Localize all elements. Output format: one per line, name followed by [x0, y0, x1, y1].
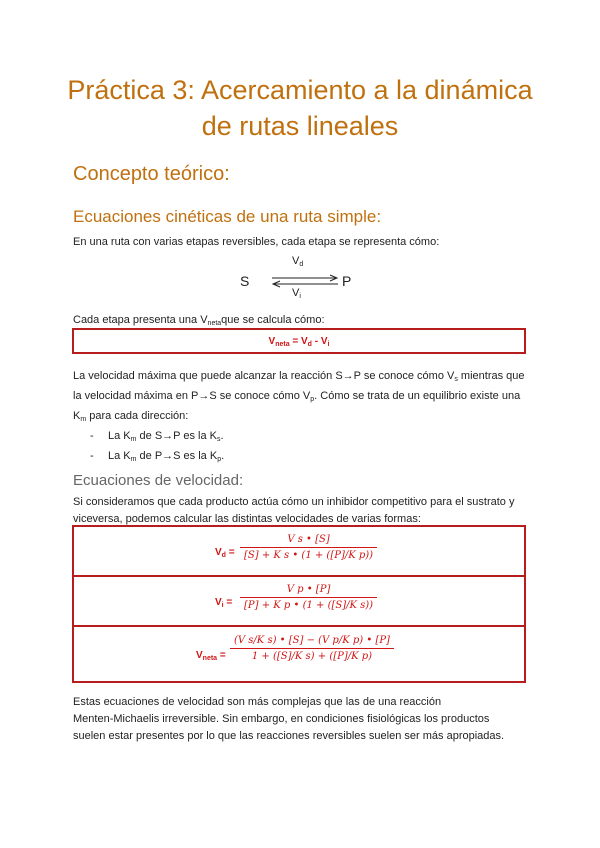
reverse-rate-label: $V_i$: [292, 287, 301, 300]
equations-box: [72, 525, 526, 683]
equilibrium-arrows-icon: [270, 274, 340, 288]
vi-numerator: V p • [P]: [286, 584, 331, 595]
vd-fraction: [240, 534, 377, 561]
equation-divider: [74, 575, 524, 577]
vd-numerator: V s • [S]: [287, 534, 330, 545]
subheading-kinetic-equations: Ecuaciones cinéticas de una ruta simple:: [73, 207, 382, 226]
section-heading: Concepto teórico:: [73, 163, 230, 185]
vi-denominator: [P] + K p • (1 + ([S]/K s)): [244, 600, 374, 611]
vneta-denominator: 1 + ([S]/K s) + ([P]/K p): [251, 651, 373, 662]
subheading-velocity-equations: Ecuaciones de velocidad:: [73, 472, 244, 489]
list-item: - La $K_m$ de S→P es la $K_s$.: [90, 428, 224, 448]
vneta-numerator: (V s/K s) • [S] − (V p/K p) • [P]: [234, 635, 390, 646]
reaction-substrate: S: [240, 273, 250, 289]
title-line-1: Práctica 3: Acercamiento a la dinámica: [67, 75, 533, 105]
vmax-paragraph: La velocidad máxima que puede alcanzar la reacción S→P se conoce cómo $V_s$ mientras que la velocidad máxima en P→S se conoce cómo $V_p$. Cómo se trata de un equilibrio existe una $K_m$ para cada dirección:: [73, 370, 525, 423]
vneta-label: $V_{neta}$ =: [196, 650, 226, 662]
velocity-intro: Si consideramos que cada producto actúa cómo un inhibidor competitivo para el sustrato y viceversa, podemos calcular las distintas velocidades de varias formas:: [73, 496, 515, 525]
closing-paragraph: Estas ecuaciones de velocidad son más complejas que las de una reacción Menten-Michaelis irreversible. Sin embargo, en condiciones fisiológicas los productos suelen estar presentes por lo que las reacciones reversibles suelen ser más apropiadas.: [73, 696, 505, 742]
vd-label: $V_d$ =: [215, 547, 235, 559]
intro-paragraph: En una ruta con varias etapas reversibles, cada etapa se representa cómo:: [73, 236, 440, 248]
vneta-fraction: [230, 635, 394, 662]
vi-fraction: [240, 584, 377, 611]
page-title: [0, 72, 600, 144]
neta-formula-box: [72, 328, 526, 354]
reaction-diagram: [240, 255, 360, 305]
km-list: [90, 428, 224, 468]
title-line-2: de rutas lineales: [201, 111, 399, 141]
neta-formula: $V_{neta} = V_d - V_i$: [268, 336, 330, 348]
forward-rate-label: $V_d$: [292, 255, 304, 268]
vd-denominator: [S] + K s • (1 + ([P]/K p)): [244, 550, 374, 561]
neta-paragraph: Cada etapa presenta una $V_{neta}que$ se calcula cómo:: [73, 314, 325, 327]
vi-label: $V_i$ =: [215, 597, 233, 609]
list-item: - La $K_m$ de P→S es la $K_p$.: [90, 448, 224, 468]
equation-divider: [74, 625, 524, 627]
reaction-product: P: [342, 273, 352, 289]
